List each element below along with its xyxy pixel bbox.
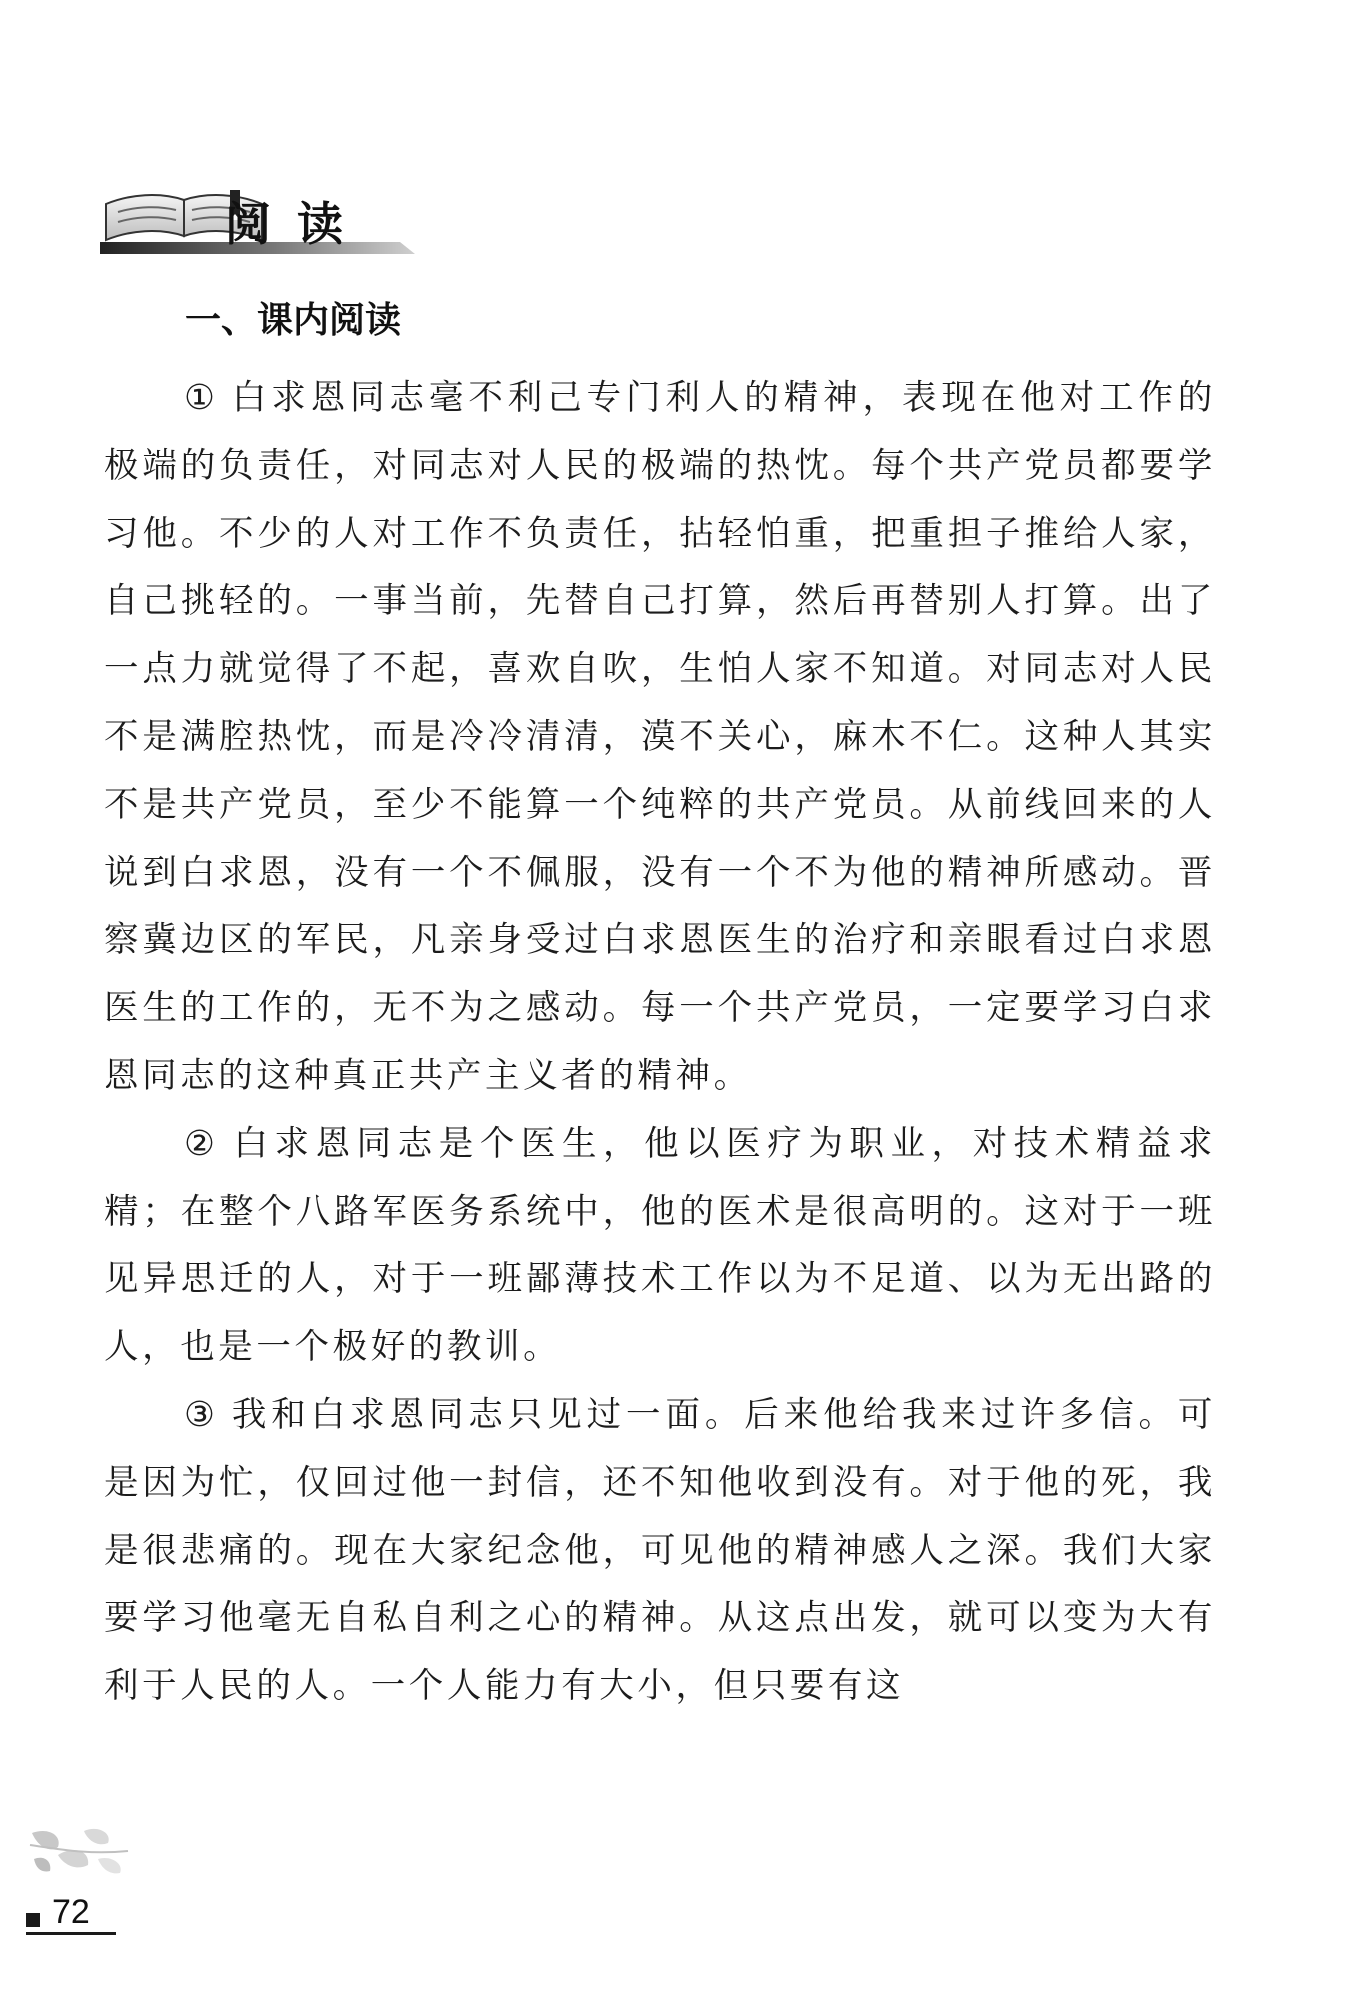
paragraph-text: 我和白求恩同志只见过一面。后来他给我来过许多信。可是因为忙，仅回过他一封信，还不知他收到没有。对于他的死，我是很悲痛的。现在大家纪念他，可见他的精神感人之深。我们大家要学习他毫无自私自利之心的精神。从这点出发，就可以变为大有利于人民的人。一个人能力有大小，但只要有这 (104, 1394, 1217, 1707)
footer-rule (26, 1932, 116, 1935)
paragraph-number: ③ (184, 1394, 220, 1435)
paragraph-number: ① (184, 378, 220, 418)
paragraph-1 (104, 365, 1216, 1111)
subsection-title: 一、课内阅读 (185, 300, 402, 341)
paragraph-2 (104, 1111, 1216, 1382)
paragraph-number: ② (184, 1123, 222, 1164)
page-number: 72 (52, 1893, 90, 1931)
paragraph-3 (104, 1382, 1216, 1721)
section-title: 阅读 (225, 197, 369, 251)
paragraph-text: 白求恩同志毫不利己专门利人的精神，表现在他对工作的极端的负责任，对同志对人民的极端的热忱。每个共产党员都要学习他。不少的人对工作不负责任，拈轻怕重，把重担子推给人家，自己挑轻的。一事当前，先替自己打算，然后再替别人打算。出了一点力就觉得了不起，喜欢自吹，生怕人家不知道。对同志对人民不是满腔热忱，而是冷冷清清，漠不关心，麻木不仁。这种人其实不是共产党员，至少不能算一个纯粹的共产党员。从前线回来的人说到白求恩，没有一个不佩服，没有一个不为他的精神所感动。晋察冀边区的军民，凡亲身受过白求恩医生的治疗和亲眼看过白求恩医生的工作的，无不为之感动。每一个共产党员，一定要学习白求恩同志的这种真正共产主义者的精神。 (104, 378, 1217, 1096)
section-header (100, 190, 415, 260)
footer-marker (26, 1913, 40, 1927)
paragraph-text: 白求恩同志是个医生，他以医疗为职业，对技术精益求精；在整个八路军医务系统中，他的医术是很高明的。这对于一班见异思迁的人，对于一班鄙薄技术工作以为不足道、以为无出路的人，也是一个极好的教训。 (104, 1123, 1216, 1368)
reading-passage (104, 365, 1216, 1721)
leaf-decoration-icon (28, 1825, 138, 1890)
